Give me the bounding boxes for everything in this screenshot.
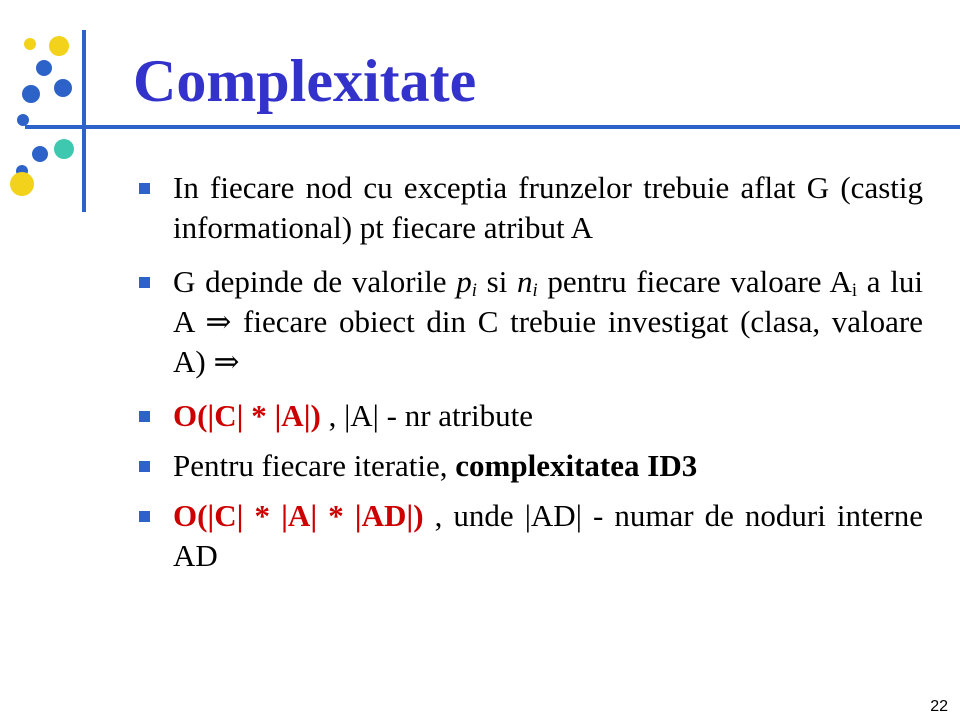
- variable-n: n: [517, 264, 533, 299]
- bullet-item-iteratie: [133, 446, 923, 486]
- subscript-i: i: [851, 280, 858, 301]
- variable-p: p: [456, 264, 472, 299]
- subscript-i: i: [532, 280, 538, 301]
- square-bullet-icon: [139, 277, 150, 288]
- bullet-text-part: si: [476, 264, 518, 299]
- bullet-item-complexity-id3: [133, 496, 923, 576]
- bullet-list: [133, 168, 923, 590]
- bullet-item-castig: [133, 168, 923, 248]
- page-number: 22: [930, 698, 948, 715]
- horizontal-accent-line: [25, 125, 960, 129]
- vertical-accent-line: [82, 30, 86, 212]
- subscript-i: i: [471, 280, 477, 301]
- complexity-formula: O(|C| * |A| * |AD|): [173, 498, 424, 533]
- bullet-item-complexity-attrs: [133, 396, 923, 436]
- bold-term: complexitatea ID3: [455, 448, 698, 483]
- bullet-text: , unde |AD| - numar de noduri interne AD: [173, 498, 923, 573]
- bullet-text-part: a lui A ⇒ fiecare obiect din C trebuie investigat (clasa, valoare A) ⇒: [173, 264, 923, 379]
- bullet-item-depinde: [133, 262, 923, 382]
- bullet-text-part: G depinde de valorile: [173, 264, 457, 299]
- complexity-formula: O(|C| * |A|): [173, 398, 321, 433]
- slide-title: Complexitate: [133, 48, 477, 114]
- bullet-text: In fiecare nod cu exceptia frunzelor trebuie aflat G (castig informational) pt fiecare atribut A: [173, 170, 923, 245]
- bullet-text: Pentru fiecare iteratie,: [173, 448, 456, 483]
- square-bullet-icon: [139, 461, 150, 472]
- bullet-text-part: pentru fiecare valoare A: [537, 264, 852, 299]
- square-bullet-icon: [139, 511, 150, 522]
- square-bullet-icon: [139, 183, 150, 194]
- bullet-text: , |A| - nr atribute: [320, 398, 533, 433]
- dot-cluster-icon: [0, 0, 110, 210]
- square-bullet-icon: [139, 411, 150, 422]
